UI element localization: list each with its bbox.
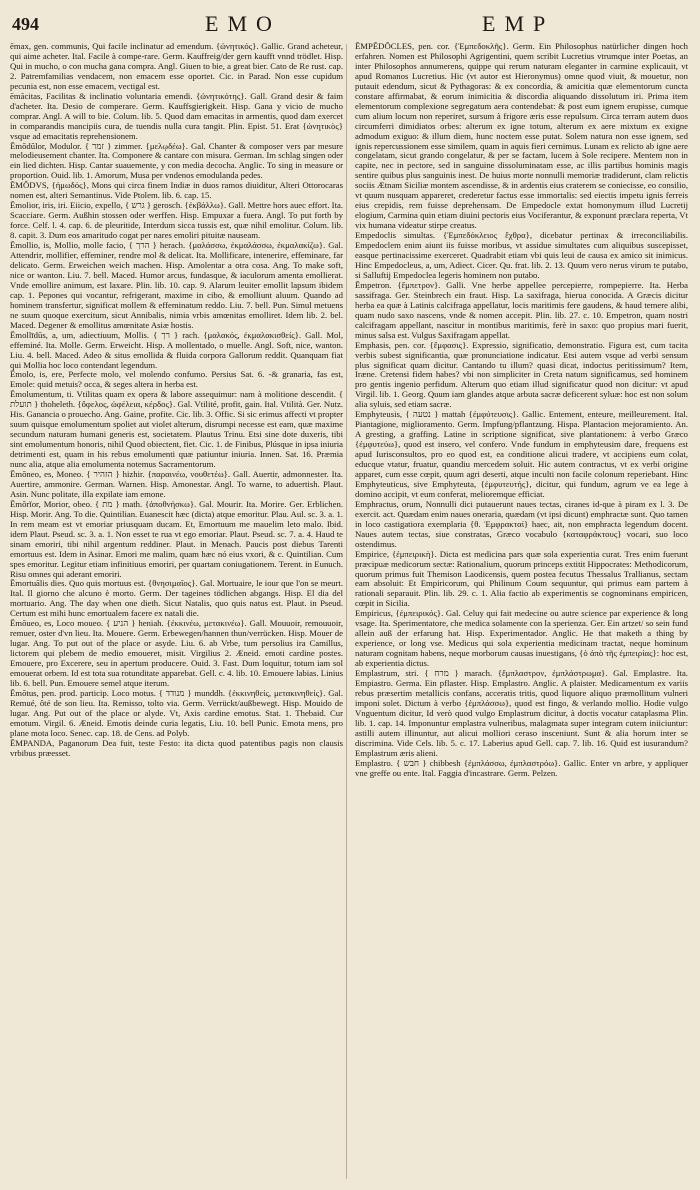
dictionary-entry: Emplastrum, stri. { מרח } marach. {ἔμπλαστρον, ἐμπλάστρωμα}. Gal. Emplastre. Ita. Empiastro. Germa. Ein pflaster. Hisp. Emplastro. Anglic. A plaister. Medicamentum ex variis rebus præsertim metallicis confans, acceratis tritis, quod liquore aliquo præmollitum vulneri imponi solet. Dictum à verbo {ἐμπλάσσω}, quod est fingo, & verlando mollio. Hodie vulgo Vnguentum dicitur, Id verò quod vulgo Emplastrum dicitur, à doctis vocatur cataplasma Plin. lib. 1. cap. 14. Imponuntur emplastra vulneribus, malagmata super integram cutem iniiciuntur: astilli autem illinuntur, aut alicui molliori ceraso insceniunt. Sunt & alia horum inter se discrimina. Vide Cels. lib. 5. c. 17. Laberius apud Gell. cap. 7. lib. 16. Quid est iusurandum? Emplastrum æris alieni. bbox=[355, 668, 688, 758]
dictionary-entry: Emplastro. { חבש } chibbesh {ἐμπλάσσω, ἐμπλαστρόω}. Gallic. Enter vn arbre, y appliquer vne greffe ou ente. Ital. Faggia d'incastrare. Germ. Pelzen. bbox=[355, 757, 688, 778]
dictionary-entry: Ēmolo, is, ere, Perfecte molo, vel molendo confumo. Persius Sat. 6. -& granaria, fas est, Emole: quid metuis? occa, & seges altera in herba est. bbox=[10, 369, 343, 390]
dictionary-entry: Ēmŏrĭor, Morior, obeo. { מת } math. {ἀποθνήσκω}. Gal. Mourir. Ita. Morire. Ger. Erblichen. Hisp. Morir. Ang. To die. Quintilian. Euanescit hæc (dicta) atque emoritur. Plau. Aul. sc. 3. a. 1. In rem meam est vt emoriar priusquam ducam. Et, Emortuum me mauelim leto malo. Ibid. idem Plaut. Pseud. sc. 3. a. 1. Non esset te rua vt ego emoriar. Plaut. Pseud. sc. 7. a. 4. Haud te sinam emoriri, tibi nihil argentum reddiner. Plaut. in Menach. Paucis post diebus Tarenti emortuus est. Idem in Asinar. Emori me malim, quam hæc nó eius vxori, & c. Quintilian. Cum spes emoritur. Legitur etiam infinitiuus emoriri, per quartam coniugationem. Terent. in Eunuch. Risu omnes qui aderant emoriri. bbox=[10, 498, 343, 579]
column-divider bbox=[346, 44, 347, 1179]
dictionary-entry: Ēmŏneo, es, Moneo. { הזהיר } hizhir. {παραινέω, νουθετέω}. Gall. Auertir, admonnester. Ita. Auertire, ammonire. German. Warnen. Hisp. Amonestar. Angl. To warne, to aduertish. Plaut. Asin. Nunc politate, illa expilate iam emone. bbox=[10, 468, 343, 499]
dictionary-entry: Ēmŏueo, es, Loco moueo. { הניע } heniah. {ἐκκινέω, μετακινέω}. Gall. Mouuoir, remouuoir, remuer, oster d'vn lieu. Ita. Mouere. Germ. Erbewegen/hannen thun/verrücken. Hisp. Mouer de lugar. Ang. To put out of the place or asyde. Liu. 6. ab Vrbe, tum persolius ira Camillus, lictorem qui plebem de medio emoueret, misit. Virgilius 2. Æneid. emoti cardine postes. Emouere, pro Excerere, seu in apertum producere. Ouid. 3. Fast. Dum loquitur, totum iam sol emouerat orbem. Id est tota sua rotunditate apparebat. Gell. c. 4. lib. 10. Emouere labias. Linius lib. 6. bell. Pun. Emouere semel atque iterum. bbox=[10, 618, 343, 688]
header-right-word: EMP bbox=[482, 11, 555, 36]
dictionary-entry: Ēmortuālis dies. Quo quis mortuus est. {θνησιμαῖος}. Gal. Mortuaire, le iour que l'on se meurt. Ital. Il giorno che alcuno è morto. Germ. Der tageines tödlichen abgangs. Hisp. El dia del mortuario. Ang. The day when one dieth. Sicut Natalis, quo quis natus est. Plaut. in Pseud. Certum est mihi hunc emortualem facere ex natali die. bbox=[10, 578, 343, 619]
dictionary-entry: Ēmolumentum, ti. Vtilitas quam ex opera & labore assequimur: nam à molitione descendit. { תועלת } thoheleth. {ὄφελος, ὠφέλεια, κέρδος}. Gal. Vtilité, profit, gain. Ital. Vtilità. Ger. Nutz. His. Ganancia o prouecho. Ang. Gaine, profite. Cic. lib. 3. Offic. Si sic erimus affecti vt propter suum quisque emolumentum spoliet aut violet alterum, disrumpi necesse est eam, quæ maxime secundum naturam humani generis est, societatem. Plautus Trinu. Etsi sine dote duxeris, tibi sint emolumentum honoris, nihil Quod obiectent, fiet. Cic. 1. de Finibus, Plúsque in ipsa iniuria detrimenti est, quam in his rebus emolumenti quæ patiuntur iniuria. Innen. Sat. 16. Præmia nunc alia, atque alia emolumenta notemus Sacramentorum. bbox=[10, 389, 343, 470]
running-header bbox=[0, 0, 700, 40]
dictionary-entry: Emphyteusis, { נטעה } mattah {ἐμφύτευσις}. Gallic. Entement, enteure, meilleurement. Ital. Piantagione, miglioramento. Germ. Impfung/pflantzung. Hispa. Plantacion mejoramiento. An. A gresting, a graffing. Latine in scriptione significat, sive plantationem: à verbo Græco {ἐμφυτεύω}, quod est insero, vel confero. Vnde fundum in emphyteusim dare, frequens est apud Iurisconsultos, pro eo quod est, ea conditione alicui tradere, vt accipiens eum colat, educque vtatur, fruatur, quandiu mercedem soluit. Hic autem contractus, vt ex verbi origine apparet, cum esse cœpit, quum agri deserti, atque inculti non facile colonum reperiebant. Hinc Emphyteuticus, sive Emphyteuta, {ἐμφυτευτής}, dicitur, qui fundum, agrum ve ea lege à domino accipit, vt eum conferat, melioremque efficiat. bbox=[355, 409, 688, 499]
dictionary-entry: Empedoclis simultas. {Ἐμπεδόκλειος ἔχθρα}, dicebatur pertinax & irreconciliabilis. Empedoclem enim aiunt iis fuisse moribus, vt assidue simultates cum aliquibus suscepisset, easque pertinacissime exerceret. Quadrabit etiam vbi quis leui de causa ex amico sit inimicus. Hinc Empedocleus, a, um, Adiect. Cicer. Qu. frat. lib. 2. 13. Quum vero nerus virum te putabo, si Salluftij Empedoclea legeris hominem non putabo. bbox=[355, 230, 688, 280]
dictionary-entry: ĒMPĔDŎCLES, pen. cor. {Ἐμπεδοκλῆς}. Germ. Ein Philosophus natürlicher dingen hoch erfahren. Nomen est Philosophi Agrigentini, quem scribit Lucretius vtrumque inter Poetas, an inter Philosophos annumerens, quippe qui rerum naturam eleganter in carmine explicauit, vt apud Romanos Lucretius. Hic (vt autor est Hieronymus) omne quod viuit, & mouetur, non putauit edendum, sicut & Pythagoras: & ex concordia, & amicitia quæ elementorum cuncta constare affirmabat, & eorum inimicitia & discordia aliquando dissolutum iri. Prima item elementorum complexione segregatum aera contendebat: & post eum ignem erupisse, cumque cum alium locum non reperiret, sursum à frigore æris esse repulsum. Circa terram autem duos circumferri dimidiatos orbes: alterum ex igne totum, alterum ex aere mixtum ex exigne admodum exiguo: & illum diem, hunc noctem esse putat. Solem natura non esse ignem, sed ignis repercussionem esse similem, quam in aquis fieri cernimus. Lunam ex relicto ab igne aere congelatam, sicut grando congelatur, & per se factam, lucem à Sole recipere. Mentem non in capite, nec in pectore, sed in sanguine dissoluminatam esse, ac illis partibus hominis magis sentire quibus plus sanguinis inest. De huius morte nonnulli memoriæ tradiderunt, clam relictis sociis Ætnam Siciliæ montem ascendisse, & in ardentis eius craterem se coniecisse, eo consilio, vt quum nusquam appareret, crederetur factus esse immortalis: sed eiectis impetu ignis ferreis eius crepidis, rem fuisse deprehensam. De Empedocle extat homonymum illud Lucretij elogium, Carmina quin etiam diuini pectoris eius Vociferantur, & exponunt præclara reperta, Vt vix humana videatur stirpe creatus. bbox=[355, 42, 688, 231]
dictionary-entry: ēmax, gen. communis, Qui facile inclinatur ad emendum. {ὠνητικός}. Gallic. Grand acheteur, qui aime acheter. Ital. Facile à compe-rare. Germ. Kauffreig/der gern kaufft vnnd trödlet. Hisp. Qui in mucho, o con mucha gana compra. Angl. Giuen to bie, a great bier. Cato de Re rust. cap. 2. Patremfamilias vendacem, non emacem esse oportet. Cic. in Parad. Non esse cupidum pecunia est, non esse emacem, vectigal est. bbox=[10, 42, 343, 91]
dictionary-entry: Ēmŏdŭlor, Modulor. { זמר } zimmer. {μελῳδέω}. Gal. Chanter & composer vers par mesure melodieusement chanter. Ita. Componere & cantare con misura. German. Im schlag singen oder ein lied dichten. Hisp. Cantar suauemente, y con media decocha. Anglic. To sing in measure or proportion. Ouid. lib. 1. Amorum, Musa per vndenos emodulanda pedes. bbox=[10, 140, 343, 181]
dictionary-entry: Ēmpetron. {ἔμπετρον}. Galli. Vne herbe appellee percepierre, rompepierre. Ita. Herba sassifraga. Ger. Steinbrech ein fraut. Hisp. La saxifraga, hierua conocida. A Græcis dicitur herba ea quæ à Latinis calcifraga appellatur, locis maritimis fere gaudens, & haud temere alibi, quam nudo saxo nascens, vnde & nomen accepit. Plin. lib. 27. c. 10. Empetron, quam nostri calcifragam appellant, nascitur in montibus maritimis, ferè in saxo: quo propius mari fuerit, minus salsa est. Vulgus Saxifragam appellat. bbox=[355, 279, 688, 340]
dictionary-entry: Emphractus, orum, Nonnulli dici putauerunt naues tectas, ciranes id-que à piram ex l. 3. De exercit. act. Quædam enim naues oneraria, quædam (vt ipsi dicunt) emphractæ sunt. Quo tamen in loco castigatiora exemplaria {θ. Ἐμφρακταί} haec, ait, non emphracta legendum docent. Naues autem tectas, siue constratas, Græco vocabulo {καταφράκτους} vocari, suo loco ostendimus. bbox=[355, 498, 688, 549]
dictionary-entry: Ēmōtus, pen. prod. particip. Loco motus. { מנודד } munddh. {ἐκκινηθείς, μετακινηθείς}. Gal. Remué, ôté de son lieu. Ita. Remisso, tolto via. Germ. Verrückt/außbewegt. Hisp. Mouido de lugar. Ang. Put out of the place or alyde. Vt, Axis cardine emotus. Stat. 1. Thebaid. Cur emotum. Virgil. 6. Æneid. Emotis deinde curia legatis, Liu. 10. bell Punic. Emota mens, pro plane mota loco. Senec. cap. 18. de Cens. ad Polyb. bbox=[10, 687, 343, 738]
dictionary-entry: ēmācitas, Facilitas & inclinatio voluntaria emendi. {ὠνητικότης}. Gall. Grand desir & faim d'acheter. Ita. Desio de comperare. Germ. Kauffsgierigkeit. Hisp. Gana y vicio de mucho comprar. Angl. A will to bie. Colum. lib. 5. Quod dam emacitas in armentis, quod dam exercet in comparandis mancipiis cura, de tuendis nulla cura tangit. Plin. Epist. 51. Erat {ὠνητικὸς} vsque ad emacitatis reprehensionem. bbox=[10, 90, 343, 141]
dictionary-entry: Emphasis, pen. cor. {ἔμφασις}. Expressio, significatio, demonstratio. Figura est, cum tacita verbis subest significantia, quæ pronunciatione indicatur. Etsi autem vsque ad verbi sensum plus significat quam dicitur. Cantando tu illum? quasi dicat, indoctus peritissimum? Item, Iræne. Cretensi fidem habes? vbi non simpliciter in Creta natum significamus, sed hominem pro gentis ingenio perfidum. Alterum quo etiam illud significatur quod non dicitur: vt apud Virgil. lib. 1. Georg. Quum iam glandes atque arbuta sacræ deficerent syluæ: hoc est non solum alia syluis, sed etiam sacræ. bbox=[355, 339, 688, 410]
dictionary-entry: Ēmolior, iris, iri. Eiicio, expello, { גרש } gerosch. {ἐκβάλλω}. Gall. Mettre hors auec effort. Ita. Scacciare. Germ. Außhin stossen oder werffen. Hisp. Empuxar a fuera. Angl. To put forth by force. Celf. l. 4. cap. 6. de pleuritide, Interdum sicca tussis est, quæ nihil emolitur. Colum. lib. 8. capit. 3. Dum eos amaritudo cogat per nares emoliri pituitæ nauseam. bbox=[10, 200, 343, 241]
right-column bbox=[355, 42, 688, 1182]
page-number: 494 bbox=[12, 14, 39, 34]
dictionary-entry: Ēmollio, is, Mollio, molle facio, { הרך } herach. {μαλάσσω, ἐκμαλάσσω, ἐκμαλακίζω}. Gal. Attendrir, mollifier, effeminer, rendre mol & delicat. Ita. Mollificare, intenerire, effeminare, far delicato. Germ. Erweichen weich machen. Hisp. Amolentar a otra cosa. Ang. To make soft, nice or wanton. Liu. 7. bell. Maced. Humor arcus, fundasque, & iaculorum amenta emollierat. Vnde emollire animum, est laxare. Plin. lib. 10. cap. 9. Alarum leuiter emollit lapsum ibidem cap. 1. Pepones qui vocantur, refrigerant, maxime in cibo, & emolliunt aluum. Quando ad hominem transfertur, significat mollem & effeminatum reddo. Liu. 7. bell. Pun. Simul metuens ne suum quoque exercitum, sicut Annibalis, nimia vrbis amœnitas emolliret. Idem lib. 2. bel. Maced. Degener & emollitus amœnitate Asiæ hostis. bbox=[10, 240, 343, 330]
dictionary-entry: Empiricus, {ἐμπειρικός}. Gal. Celuy qui fait medecine ou autre science par experience & long vsage. Ita. Sperimentatore, che medica solamente con la sperienza. Ger. Ein artzet/ so sein fund allein auß der erfarung hat. Hisp. Experimentador. Anglic. He that maketh a thing by experience, or long vse. Medicus qui sola experientia medicinam tractat, neque hominum naturam cognitam habens, neque morborum causas inuestigans, {ὁ ἀπὸ τῆς ἐμπειρίας}: hoc est, ab experientia dictus. bbox=[355, 608, 688, 669]
dictionary-entry: ĒMŎDVS, {ἠμωδός}, Mons qui circa finem Indiæ in duos ramos diuiditur, Alteri Ottorocaras nomen est, alteri Semantinus. Vide Ptolem. lib. 6. cap. 15. bbox=[10, 180, 343, 201]
header-left-word: EMO bbox=[205, 11, 281, 36]
dictionary-entry: Empirice, {ἐμπειρικὴ}. Dicta est medicina pars quæ sola experientia curat. Tres enim fuerunt præcipuæ medicorum sectæ: Rationalium, quorum princeps extitit Hippocrates: Methodicorum, quorum primus fuit Themison Laodicensis, quem postea fecutus Thessalus Trallianus, sectam eam absoluit: Et Empiricorum, qui Philinum Coum sequuntur, qui primus eam partem à rationali separauit. Plin. lib. 29. c. 1. Alia factio ab experimentis se cognominans empiricen, cœpit in Sicilia. bbox=[355, 548, 688, 609]
left-column bbox=[10, 42, 343, 1182]
dictionary-entry: Ēmollīdūs, a, um, adiectiuum, Mollis. { רך } rach. {μαλακός, ἐκμαλακισθείς}. Gall. Mol, effeminé. Ita. Molle. Germ. Erweicht. Hisp. A mollentado, o muelle. Angl. Soft, nice, wanton. Liu. 4. bell. Maced. Adeo & situs emollida & fluida corpora Gallorum reddit. Quanquam fiat qui Mollia hoc loco contendant legendum. bbox=[10, 329, 343, 370]
dictionary-entry: ĒMPANDA, Paganorum Dea fuit, teste Festo: ita dicta quod patentibus pagis non clausis vrbibus præesset. bbox=[10, 737, 343, 758]
